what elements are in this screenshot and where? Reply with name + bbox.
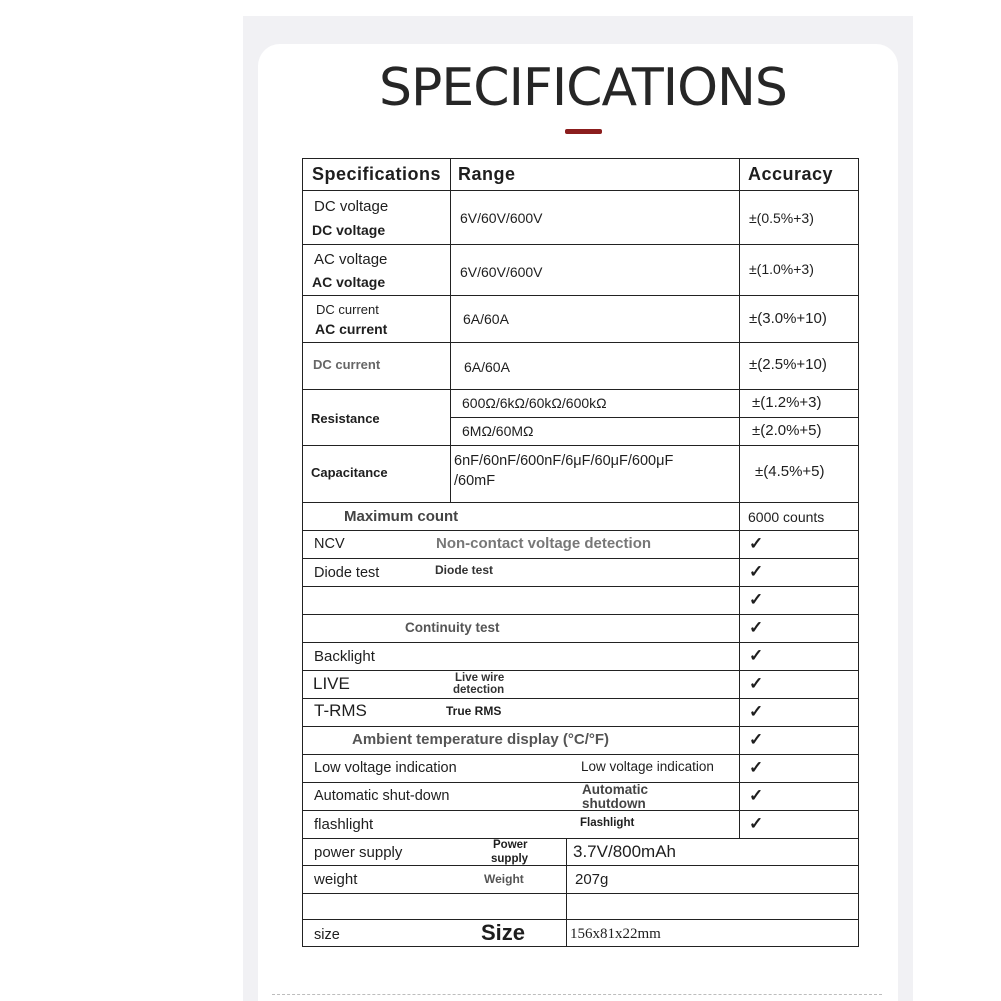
label-cell bbox=[303, 390, 451, 446]
res-range-1: 600Ω/6kΩ/60kΩ/600kΩ bbox=[462, 395, 607, 411]
size-alt-label: Size bbox=[481, 920, 526, 945]
table-row bbox=[303, 643, 859, 671]
dcv-alt-label: DC voltage bbox=[312, 222, 386, 238]
dcc-alt-label: DC current bbox=[313, 357, 381, 372]
acc-range: 6A/60A bbox=[463, 311, 509, 327]
value-cell bbox=[567, 839, 859, 866]
ncv-label: NCV bbox=[314, 536, 345, 552]
value-cell bbox=[740, 811, 859, 839]
feature-cell bbox=[303, 671, 740, 699]
weight-alt-label: Weight bbox=[484, 872, 524, 886]
bottom-dashed-divider bbox=[272, 994, 882, 995]
power-alt-label-line2: supply bbox=[491, 853, 529, 865]
live-alt-label-line2: detection bbox=[453, 684, 505, 696]
power-alt-label-line1: Power bbox=[493, 839, 528, 851]
acc-alt-label: AC current bbox=[315, 321, 388, 337]
res-range-2: 6MΩ/60MΩ bbox=[462, 423, 534, 439]
value-cell bbox=[567, 866, 859, 894]
feature-cell bbox=[303, 866, 567, 894]
dcv-range: 6V/60V/600V bbox=[460, 210, 543, 226]
check-mark-icon: ✓ bbox=[749, 814, 764, 833]
feature-cell bbox=[303, 894, 567, 920]
check-mark-icon: ✓ bbox=[749, 730, 764, 749]
backlight-label: Backlight bbox=[314, 648, 375, 665]
acv-alt-label: AC voltage bbox=[312, 274, 386, 290]
value-cell bbox=[567, 894, 859, 920]
feature-cell bbox=[303, 755, 740, 783]
table-row bbox=[303, 343, 859, 390]
table-row bbox=[303, 839, 859, 866]
table-row bbox=[303, 920, 859, 947]
table-row bbox=[303, 615, 859, 643]
cap-range-line2: /60mF bbox=[454, 473, 496, 489]
accuracy-cell bbox=[740, 390, 859, 418]
shutdown-label: Automatic shut-down bbox=[314, 788, 450, 804]
header-spec-cell bbox=[303, 159, 451, 191]
diode-alt-label: Diode test bbox=[435, 563, 494, 577]
cap-accuracy: ±(4.5%+5) bbox=[755, 463, 825, 480]
value-cell bbox=[740, 587, 859, 615]
table-row bbox=[303, 866, 859, 894]
feature-cell bbox=[303, 727, 740, 755]
range-cell bbox=[451, 191, 740, 245]
lowv-alt-label: Low voltage indication bbox=[581, 759, 714, 774]
range-cell bbox=[451, 418, 740, 446]
lowv-label: Low voltage indication bbox=[314, 760, 457, 776]
ncv-alt-label: Non-contact voltage detection bbox=[436, 535, 652, 552]
feature-cell bbox=[303, 920, 567, 947]
table-header-row bbox=[303, 159, 859, 191]
res-alt-label: Resistance bbox=[311, 411, 380, 426]
diode-label: Diode test bbox=[314, 565, 380, 581]
acv-label: AC voltage bbox=[314, 251, 388, 268]
acv-range: 6V/60V/600V bbox=[460, 264, 543, 280]
value-cell bbox=[740, 559, 859, 587]
table-row bbox=[303, 503, 859, 531]
maxcount-value: 6000 counts bbox=[748, 509, 825, 525]
header-accuracy: Accuracy bbox=[748, 164, 834, 184]
range-cell bbox=[451, 245, 740, 296]
check-mark-icon: ✓ bbox=[749, 674, 764, 693]
value-cell bbox=[740, 755, 859, 783]
dcc-range: 6A/60A bbox=[464, 359, 510, 375]
temp-alt-label: Ambient temperature display (°C/°F) bbox=[352, 731, 610, 748]
check-mark-icon: ✓ bbox=[749, 702, 764, 721]
check-mark-icon: ✓ bbox=[749, 646, 764, 665]
power-label: power supply bbox=[314, 844, 403, 861]
feature-cell bbox=[303, 783, 740, 811]
spec-table bbox=[302, 158, 859, 947]
label-cell bbox=[303, 296, 451, 343]
trms-label: T-RMS bbox=[314, 701, 367, 720]
dcc-accuracy: ±(2.5%+10) bbox=[749, 356, 827, 373]
value-cell bbox=[740, 615, 859, 643]
accuracy-cell bbox=[740, 418, 859, 446]
table-row bbox=[303, 811, 859, 839]
accuracy-cell bbox=[740, 191, 859, 245]
accuracy-cell bbox=[740, 343, 859, 390]
page-title: SPECIFICATIONS bbox=[379, 58, 787, 118]
table-row bbox=[303, 727, 859, 755]
accuracy-cell bbox=[740, 245, 859, 296]
check-mark-icon: ✓ bbox=[749, 786, 764, 805]
feature-cell bbox=[303, 559, 740, 587]
feature-cell bbox=[303, 503, 740, 531]
cap-range-line1: 6nF/60nF/600nF/6μF/60μF/600μF bbox=[454, 453, 674, 469]
live-alt-label-line1: Live wire bbox=[455, 672, 505, 684]
cap-alt-label: Capacitance bbox=[311, 465, 388, 480]
value-cell bbox=[740, 643, 859, 671]
header-spec: Specifications bbox=[312, 164, 442, 184]
shutdown-alt-label-line1: Automatic bbox=[582, 782, 649, 797]
size-value: 156x81x22mm bbox=[570, 926, 661, 942]
value-cell bbox=[740, 671, 859, 699]
trms-alt-label: True RMS bbox=[446, 704, 502, 718]
table-row bbox=[303, 755, 859, 783]
maxcount-alt-label: Maximum count bbox=[344, 508, 459, 525]
label-cell bbox=[303, 343, 451, 390]
accuracy-cell bbox=[740, 446, 859, 503]
value-cell bbox=[740, 503, 859, 531]
weight-value: 207g bbox=[575, 871, 609, 888]
feature-cell bbox=[303, 811, 740, 839]
check-mark-icon: ✓ bbox=[749, 758, 764, 777]
range-cell bbox=[451, 343, 740, 390]
weight-label: weight bbox=[314, 871, 358, 888]
value-cell bbox=[567, 920, 859, 947]
table-row bbox=[303, 296, 859, 343]
check-mark-icon: ✓ bbox=[749, 618, 764, 637]
title-accent-bar bbox=[565, 129, 602, 134]
table-row bbox=[303, 783, 859, 811]
label-cell bbox=[303, 191, 451, 245]
table-row bbox=[303, 446, 859, 503]
label-cell bbox=[303, 245, 451, 296]
dcv-accuracy: ±(0.5%+3) bbox=[749, 210, 814, 226]
acv-accuracy: ±(1.0%+3) bbox=[749, 261, 814, 277]
range-cell bbox=[451, 390, 740, 418]
feature-cell bbox=[303, 615, 740, 643]
res-accuracy-1: ±(1.2%+3) bbox=[752, 394, 822, 411]
check-mark-icon: ✓ bbox=[749, 590, 764, 609]
label-cell bbox=[303, 446, 451, 503]
table-row bbox=[303, 587, 859, 615]
table-row bbox=[303, 191, 859, 245]
header-range: Range bbox=[458, 164, 516, 184]
accuracy-cell bbox=[740, 296, 859, 343]
check-mark-icon: ✓ bbox=[749, 562, 764, 581]
shutdown-alt-label-line2: shutdown bbox=[582, 796, 646, 811]
table-row bbox=[303, 559, 859, 587]
table-row bbox=[303, 390, 859, 418]
feature-cell bbox=[303, 531, 740, 559]
table-row bbox=[303, 245, 859, 296]
acc-label: DC current bbox=[316, 302, 379, 317]
power-value: 3.7V/800mAh bbox=[573, 842, 677, 861]
flash-alt-label: Flashlight bbox=[580, 817, 635, 829]
table-row bbox=[303, 671, 859, 699]
flash-label: flashlight bbox=[314, 816, 374, 833]
value-cell bbox=[740, 727, 859, 755]
header-accuracy-cell bbox=[740, 159, 859, 191]
table-row bbox=[303, 699, 859, 727]
value-cell bbox=[740, 783, 859, 811]
feature-cell bbox=[303, 839, 567, 866]
feature-cell bbox=[303, 643, 740, 671]
value-cell bbox=[740, 531, 859, 559]
live-label: LIVE bbox=[313, 674, 350, 693]
cont-alt-label: Continuity test bbox=[405, 620, 500, 635]
range-cell bbox=[451, 296, 740, 343]
res-accuracy-2: ±(2.0%+5) bbox=[752, 422, 822, 439]
feature-cell bbox=[303, 699, 740, 727]
dcv-label: DC voltage bbox=[314, 198, 389, 215]
table-row bbox=[303, 531, 859, 559]
value-cell bbox=[740, 699, 859, 727]
header-range-cell bbox=[451, 159, 740, 191]
acc-accuracy: ±(3.0%+10) bbox=[749, 310, 827, 327]
table-row bbox=[303, 894, 859, 920]
range-cell bbox=[451, 446, 740, 503]
size-label: size bbox=[314, 927, 340, 943]
check-mark-icon: ✓ bbox=[749, 534, 764, 553]
feature-cell bbox=[303, 587, 740, 615]
